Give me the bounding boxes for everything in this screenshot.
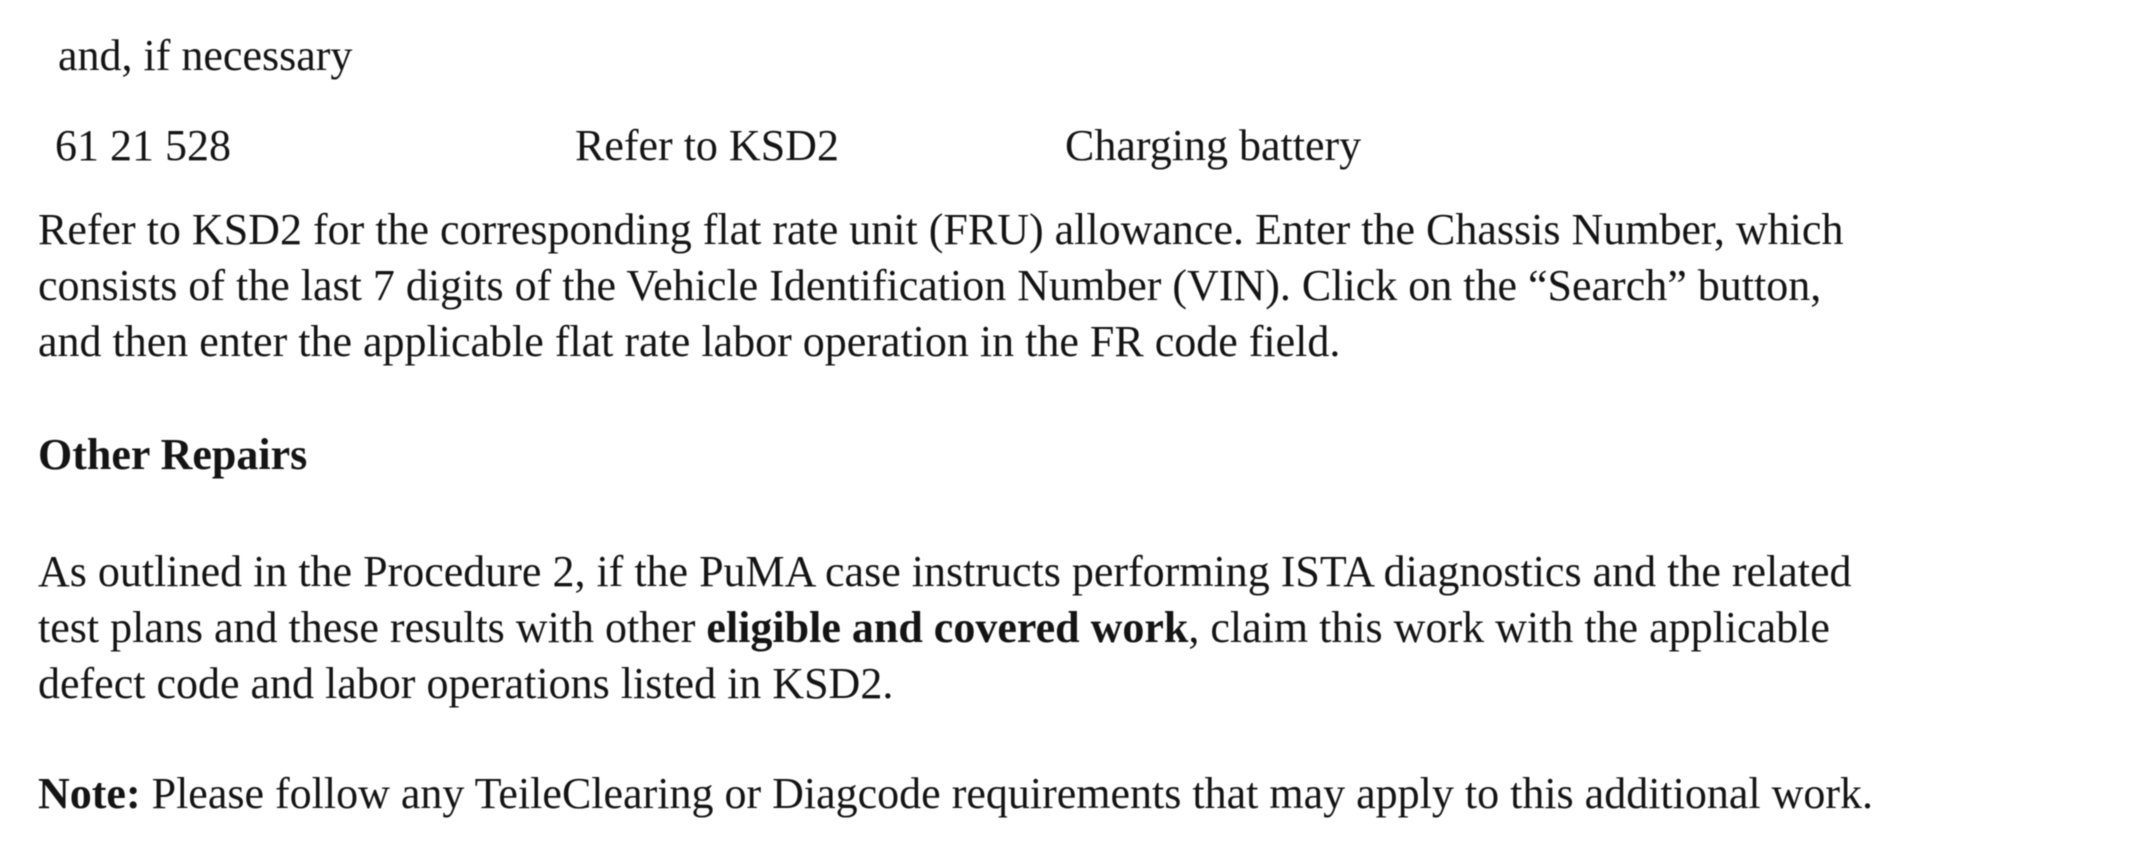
labor-operation-row xyxy=(0,118,2145,174)
other-repairs-line-1: As outlined in the Procedure 2, if the PuMA case instructs performing ISTA diagnostics and the related xyxy=(38,547,1852,596)
other-repairs-line-2 xyxy=(38,600,1852,656)
labor-operation-code: 61 21 528 xyxy=(55,121,231,170)
fru-allowance: Refer to KSD2 xyxy=(575,121,839,170)
other-repairs-paragraph xyxy=(38,544,1852,712)
ksd2-instructions-paragraph xyxy=(38,202,1843,370)
ksd2-paragraph-line-3: and then enter the applicable flat rate labor operation in the FR code field. xyxy=(38,317,1341,366)
other-repairs-line-3: defect code and labor operations listed in KSD2. xyxy=(38,659,894,708)
labor-operation-description: Charging battery xyxy=(1065,121,1362,170)
note-label: Note: xyxy=(38,769,141,818)
ksd2-paragraph-line-2: consists of the last 7 digits of the Vehicle Identification Number (VIN). Click on the “Search” button, xyxy=(38,261,1822,310)
eligible-covered-work-bold: eligible and covered work xyxy=(706,603,1189,652)
note-text: Please follow any TeileClearing or Diagcode requirements that may apply to this additional work. xyxy=(140,769,1874,818)
ksd2-paragraph-line-1: Refer to KSD2 for the corresponding flat rate unit (FRU) allowance. Enter the Chassis Number, which xyxy=(38,205,1844,254)
other-repairs-line-2-pre: test plans and these results with other xyxy=(38,603,707,652)
note-line xyxy=(38,766,1873,822)
intro-line: and, if necessary xyxy=(58,31,353,80)
other-repairs-heading: Other Repairs xyxy=(38,430,308,479)
other-repairs-line-2-post: , claim this work with the applicable xyxy=(1188,603,1830,652)
